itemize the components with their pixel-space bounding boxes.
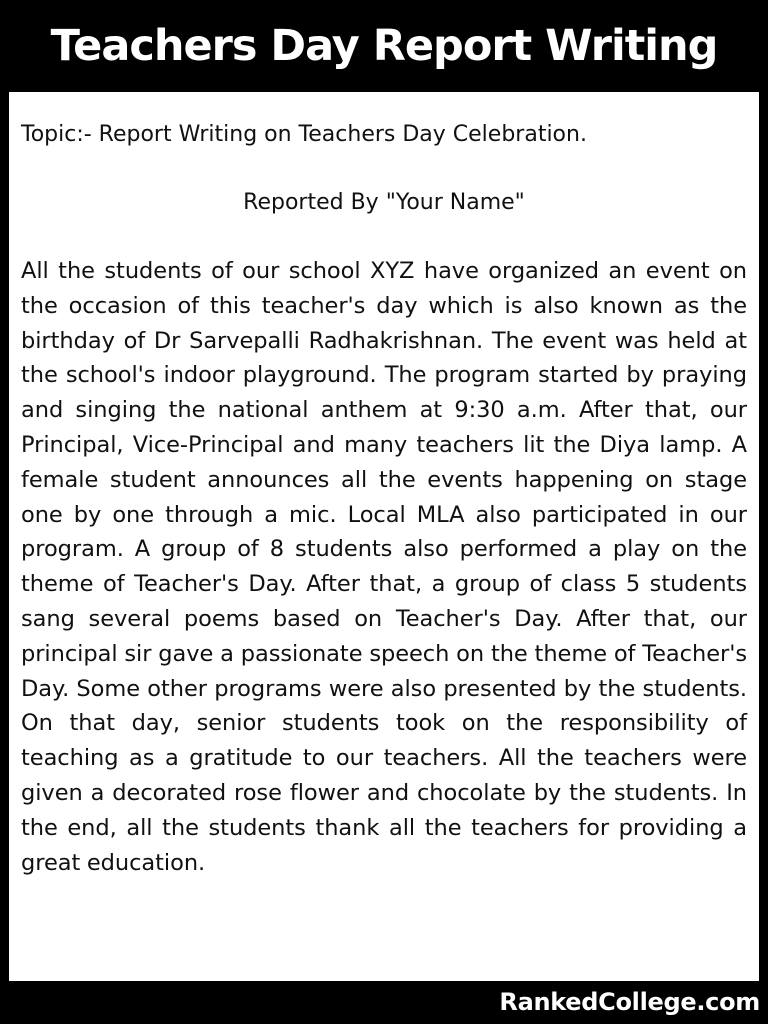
reported-by-line: Reported By "Your Name" bbox=[243, 190, 525, 215]
page-header bbox=[0, 0, 768, 92]
report-body: All the students of our school XYZ have organized an event on the occasion of this teacher's day which is also known as the birthday of Dr Sarvepalli Radhakrishnan. The event was held at the school's indoor playground. The program started by praying and singing the national anthem at 9:30 a.m. After that, our Principal, Vice-Principal and many teachers lit the Diya lamp. A female student announces all the events happening on stage one by one through a mic. Local MLA also participated in our program. A group of 8 students also performed a play on the theme of Teacher's Day. After that, a group of class 5 students sang several poems based on Teacher's Day. After that, our principal sir gave a passionate speech on the theme of Teacher's Day. Some other programs were also presented by the students. On that day, senior students took on the responsibility of teaching as a gratitude to our teachers. All the teachers were given a decorated rose flower and chocolate by the students. In the end, all the students thank all the teachers for providing a great education. bbox=[21, 258, 747, 876]
page-footer bbox=[0, 981, 768, 1024]
page-title: Teachers Day Report Writing bbox=[50, 21, 718, 71]
footer-brand-logo: RankedCollege.com bbox=[499, 988, 760, 1016]
report-topic: Topic:- Report Writing on Teachers Day Celebration. bbox=[21, 122, 587, 147]
report-card bbox=[9, 92, 759, 981]
